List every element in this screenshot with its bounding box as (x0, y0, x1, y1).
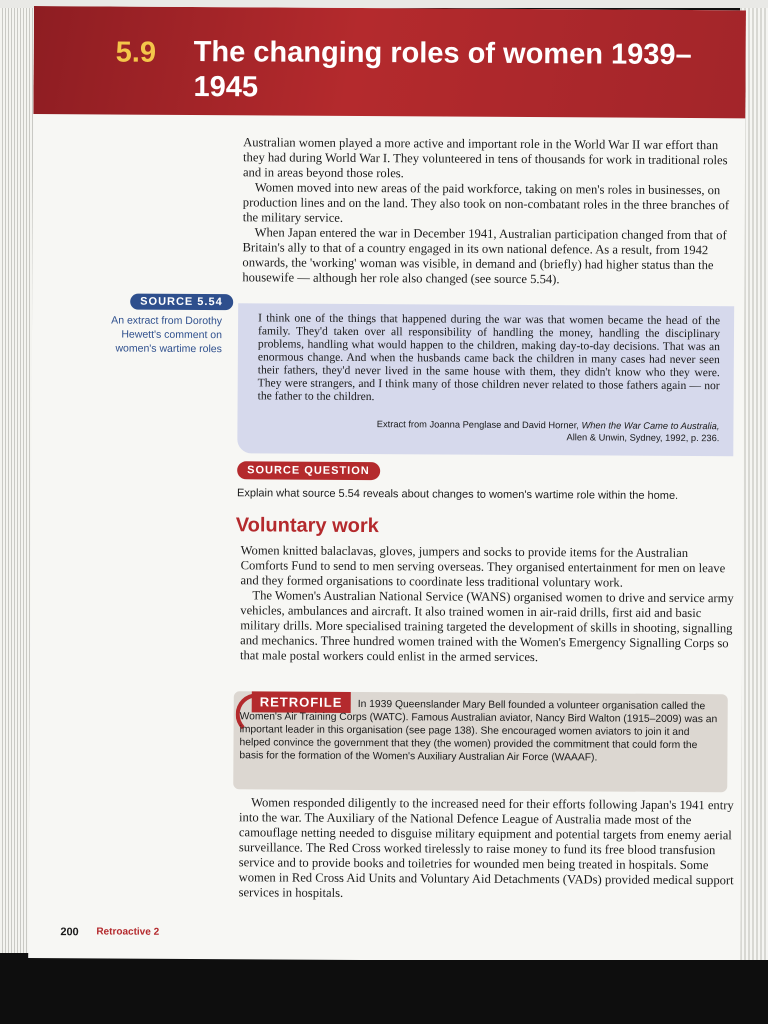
voluntary-paragraph: The Women's Australian National Service (WANS) organised women to drive and service army vehicles, ambulances and aircraft. It also trained women in air-raid drills, first aid and basic military drills. More specialised training targeted the development of skills in shooting, signalling and mechanics. Three hundred women trained with the Women's Emergency Signalling Corps so that male postal workers could enlist in the armed services. (239, 588, 734, 665)
source-citation (339, 418, 719, 444)
source-quote-box (237, 303, 734, 456)
intro-paragraph: Australian women played a more active and important role in the World War II war effort than they had during World War I. They volunteered in tens of thousands for work in traditional roles and in areas beyond those roles. (242, 135, 728, 181)
retrofile-text-wrap (239, 697, 719, 765)
voluntary-work-text (240, 543, 737, 666)
desk-bottom (0, 960, 768, 1024)
citation-title: When the War Came to Australia, (581, 420, 720, 432)
source-caption: An extract from Dorothy Hewett's comment on women's wartime roles (111, 314, 223, 356)
intro-paragraph: When Japan entered the war in December 1941, Australian participation changed from that of Britain's ally to that of a country engaged in its own national defence. As a result, from 1942 onwards, the 'working' woman was visible, in demand and (briefly) had higher status than the housewife — although her role also changed (see source 5.54). (242, 225, 727, 287)
voluntary-paragraph: Women knitted balaclavas, gloves, jumpers and socks to provide items for the Australian Comforts Fund to send to men serving overseas. They organised entertainment for men on leave and they formed organisations to coordinate less traditional voluntary work. (240, 543, 726, 590)
intro-paragraph: Women moved into new areas of the paid workforce, taking on men's roles in businesses, on production lines and on the land. They also took on non-combatant roles in the three branches of the military service. (242, 180, 730, 225)
final-paragraph: Women responded diligently to the increased need for their efforts following Japan's 1941 entry into the war. The Auxiliary of the National Defence League of Australia made most of the camouflage netting needed to disguise military equipment and potential targets from enemy aerial surveillance. The Red Cross worked tirelessly to raise money to fund its free blood transfusion service and to provide books and toiletries for wounded men being treated in hospitals. Some women in Red Cross Aid Units and Voluntary Aid Detachments (VADs) provided medical support services in hospitals. (238, 795, 734, 900)
intro-text (242, 135, 739, 288)
final-text (239, 795, 736, 903)
retrofile-badge: RETROFILE (252, 691, 351, 713)
citation-prefix: Extract from Joanna Penglase and David Horner, (376, 419, 579, 431)
textbook-page (28, 6, 746, 962)
retrofile-box (233, 691, 728, 792)
voluntary-work-heading: Voluntary work (235, 514, 379, 538)
citation-suffix: Allen & Unwin, Sydney, 1992, p. 236. (566, 432, 720, 444)
source-quote: I think one of the things that happened during the war was that women became the head of the family. They'd taken over all responsibility of handling the money, handling the disciplinary problems, handling what would happen to the children, making day-to-day decisions. That was an enormous change. And when the husbands came back the children in many cases had never seen their fathers, they'd never lived in the same house with them, they didn't know who they were. They were strangers, and I think many of those children never related to those fathers again — nor the father to the children. (257, 311, 721, 404)
page-number: 200 (60, 926, 79, 939)
retrofile-text: In 1939 Queenslander Mary Bell founded a volunteer organisation called the Women's Air Training Corps (WATC). Famous Australian aviator, Nancy Bird Walton (1915–2009) was an important leader in this organisation (see page 138). She encouraged women aviators to join it and helped convince the government that they (the women) provided the commitment that could form the basis for the formation of the Women's Auxiliary Australian Air Force (WAAAF). (239, 698, 718, 764)
source-badge: SOURCE 5.54 (130, 294, 233, 311)
section-title: The changing roles of women 1939–1945 (193, 35, 692, 104)
source-question-text: Explain what source 5.54 reveals about changes to women's wartime role within the home. (236, 487, 679, 502)
book-title: Retroactive 2 (96, 926, 160, 938)
section-number: 5.9 (115, 36, 157, 69)
source-question-badge: SOURCE QUESTION (237, 461, 380, 480)
section-banner (33, 6, 746, 118)
